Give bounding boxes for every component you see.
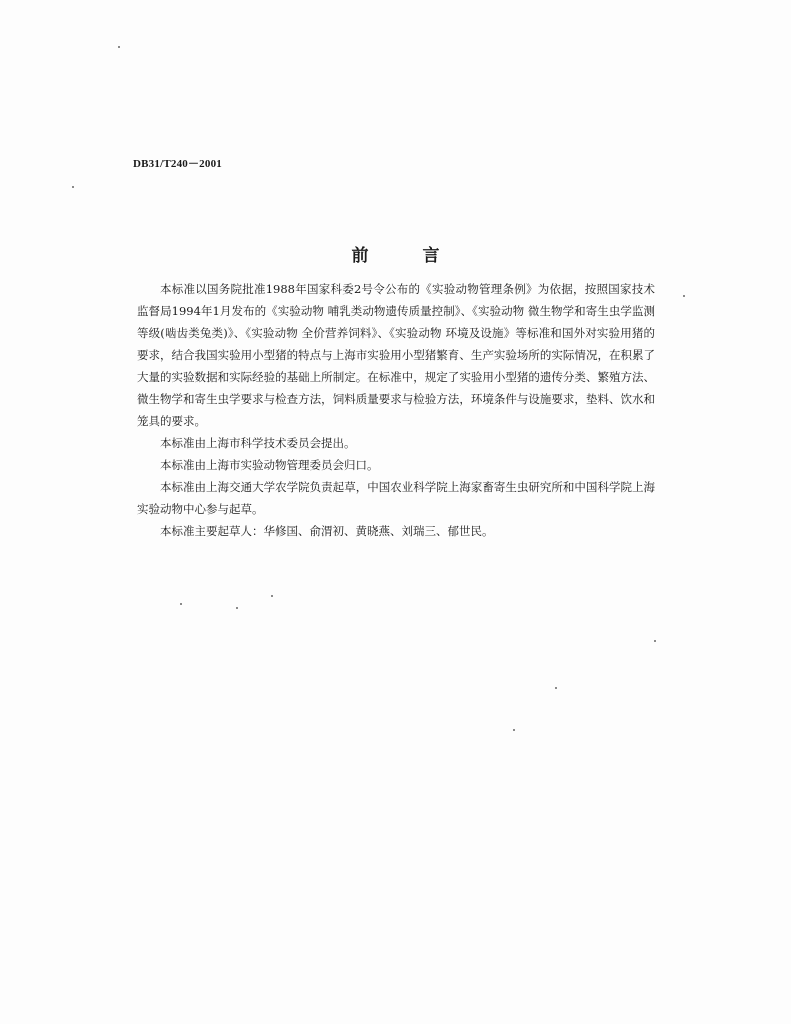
scan-speck [271,595,273,597]
scan-speck [555,687,557,689]
paragraph-proposer: 本标准由上海市科学技术委员会提出。 [160,436,356,450]
scan-speck [118,46,120,48]
scan-speck [654,640,656,642]
scan-speck [180,603,182,605]
scan-speck [513,729,515,731]
paragraph-centralized: 本标准由上海市实验动物管理委员会归口。 [160,458,379,472]
scan-speck [236,607,238,609]
paragraph-drafting-units: 本标准由上海交通大学农学院负责起草，中国农业科学院上海家畜寄生虫研究所和中国科学院上海实验动物中心参与起草。 [137,480,655,516]
paragraph-drafters: 本标准主要起草人：华修国、俞渭初、黄晓燕、刘瑞三、郁世民。 [160,524,494,538]
scan-speck [72,186,74,188]
page-title: 前言 [351,246,494,266]
foreword-body [137,278,655,542]
document-code: DB31/T240－2001 [133,158,222,170]
scan-speck [683,295,685,297]
paragraph-basis: 本标准以国务院批准1988年国家科委2号令公布的《实验动物管理条例》为依据，按照国家技术监督局1994年1月发布的《实验动物 哺乳类动物遗传质量控制》、《实验动物 微生物学和寄生虫学监测等级(啮齿类兔类)》、《实验动物 全价营养饲料》、《实验动物 环境及设施》等标准和国外对实验用猪的要求，结合我国实验用小型猪的特点与上海市实验用小型猪繁育、生产实验场所的实际情况，在积累了大量的实验数据和实际经验的基础上所制定。在标准中，规定了实验用小型猪的遗传分类、繁殖方法、微生物学和寄生虫学要求与检查方法，饲料质量要求与检验方法，环境条件与设施要求，垫料、饮水和笼具的要求。 [137,282,655,428]
